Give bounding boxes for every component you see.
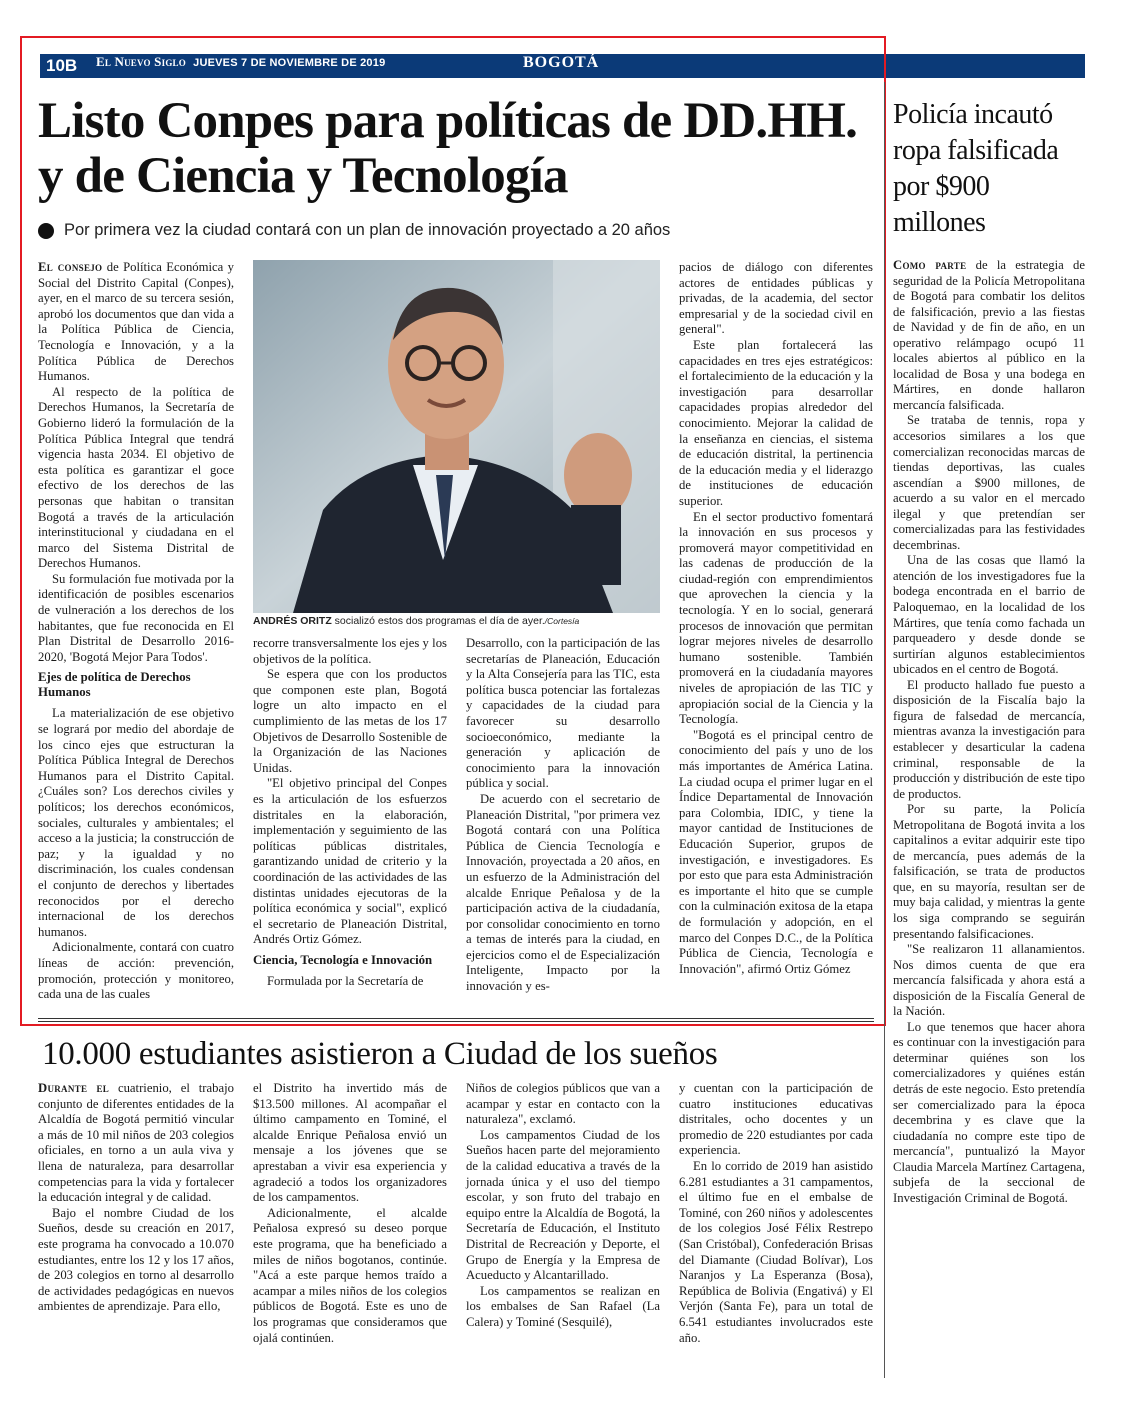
bullet-icon [38, 223, 54, 239]
paragraph: Su formulación fue motivada por la identificación de posibles escenarios de vulneración a los derechos de los habitantes, que fue reconocida en El Plan Distrital de Desarrollo 2016-2020, 'Bogotá Mejor Para Todos'. [38, 571, 234, 664]
photo-caption [253, 615, 663, 627]
second-column-1 [38, 1081, 234, 1315]
paragraph: Adicionalmente, contará con cuatro líneas de acción: prevención, promoción, protección y monitoreo, cada una de las cuales [38, 940, 234, 1002]
page-number: 10B [40, 54, 90, 78]
main-column-4 [679, 260, 873, 977]
second-headline: 10.000 estudiantes asistieron a Ciudad de los sueños [42, 1036, 718, 1072]
paragraph: y cuentan con la participación de cuatro instituciones educativas distritales, ocho docentes y un promedio de 220 estudiantes por cada experiencia. [679, 1081, 873, 1158]
side-headline: Policía incautó ropa falsificada por $900 millones [893, 99, 1059, 238]
masthead: El Nuevo Siglo [96, 54, 186, 69]
caption-text: socializó estos dos programas el día de ayer. [331, 615, 545, 627]
paragraph: Se espera que con los productos que componen este plan, Bogotá logre un alto impacto en el cumplimiento de las metas de los 17 Objetivos de Desarrollo Sostenible de la Organización de las Naciones Unidas. [253, 667, 447, 775]
paragraph: Desarrollo, con la participación de las secretarías de Planeación, Educación y la Alta Consejería para las TIC, esta política busca potenciar las fortalezas y capacidades de la ciudad para favorecer su desarrollo socioeconómico, mediante la generación y aplicación de conocimiento para la innovación pública y social. [466, 636, 660, 791]
second-column-3 [466, 1081, 660, 1331]
main-column-3 [466, 636, 660, 995]
main-column-2 [253, 636, 447, 989]
second-column-4 [679, 1081, 873, 1346]
section-name: BOGOTÁ [523, 54, 600, 71]
section-rule [38, 1018, 874, 1019]
section-rule [38, 1021, 874, 1022]
paragraph: Bajo el nombre Ciudad de los Sueños, desde su creación en 2017, este programa ha convocado a 10.070 estudiantes, entre los 12 y los 17 años, de 203 colegios en torno al desarrollo de actividades pedagógicas en nuevos ambientes de aprendizaje. Para ello, [38, 1205, 234, 1314]
paragraph: Al respecto de la política de Derechos Humanos, la Secretaría de Gobierno lideró la formulación de la Política Pública Integral que tendrá vigencia hasta 2034. El objetivo de esta política es garantizar el goce efectivo de los derechos de las personas que habitan o transitan Bogotá a través de la articulación interinstitucional y ciudadana en el marco del Sistema Distrital de Derechos Humanos. [38, 384, 234, 571]
paragraph: "Se realizaron 11 allanamientos. Nos dimos cuenta de que era mercancía falsificada y ahora está a disposición de la Fiscalía General de la Nación. [893, 942, 1085, 1019]
paragraph: "Bogotá es el principal centro de conocimiento del país y uno de los más importantes de América Latina. La ciudad ocupa el primer lugar en el Índice Departamental de Innovación para Colombia, IDIC, y tiene la mayor cantidad de Instituciones de Educación Superior, grupos de investigación, e investigadores. Es por esto que para esta Administración es importante el hito que se cumple con la culminación exitosa de la etapa de formulación y adopción, en el marco del Conpes D.C., de la Política Pública de Ciencia, Tecnología e Innovación", afirmó Ortiz Gómez [679, 727, 873, 976]
paragraph: Lo que tenemos que hacer ahora es continuar con la investigación para determinar quiénes son los comercializadores y quiénes están detrás de este negocio. Esto pretendía ser comercializado para la época decembrina y es clave que la ciudadanía no compre este tipo de mercancía", puntualizó la Mayor Claudia Marcela Martínez Cartagena, subjefa de la seccional de Investigación Criminal de Bogotá. [893, 1019, 1085, 1205]
paragraph: En el sector productivo fomentará la innovación en sus procesos y promoverá mayor competitividad en las cadenas de producción de la ciudad-región con emprendimientos que aprovechen la ciencia y la tecnología. Y en lo social, generará procesos de innovación que permitan lograr mejores niveles de desarrollo humano sostenible. También promoverá en la ciudadanía mayores niveles de apropiación de las TIC y apropiación social de la Ciencia y la Tecnología. [679, 509, 873, 727]
paragraph: Durante el cuatrienio, el trabajo conjunto de diferentes entidades de la Alcaldía de Bogotá permitió vincular a más de 10 mil niños de 203 colegios oficiales, en torno a un aula viva y llena de naturaleza, para desarrollar competencias para la vida y fortalecer la educación integral y de calidad. [38, 1081, 234, 1205]
column-divider [884, 82, 885, 1378]
paragraph: El producto hallado fue puesto a disposición de la Fiscalía bajo la figura de falsedad de mercancía, mientras avanza la investigación para establecer y desarticular la cadena criminal, responsable de la producción y distribución de este tipo de productos. [893, 677, 1085, 801]
paragraph: Los campamentos Ciudad de los Sueños hacen parte del mejoramiento de la calidad educativa a través de la jornada única y el uso del tiempo escolar, y son fruto del trabajo en equipo entre la Alcaldía de Bogotá, la Secretaría de Educación, el Instituto Distrital de Recreación y Deporte, el Grupo de Energía y la Empresa de Acueducto y Alcantarillado. [466, 1127, 660, 1283]
paragraph: En lo corrido de 2019 han asistido 6.281 estudiantes a 31 campamentos, el último fue en el embalse de Tominé, con 260 niños y adolescentes de los colegios José Félix Restrepo (San Cristóbal), Confederación Brisas del Diamante (Ciudad Bolívar), Los Naranjos y La Esperanza (Bosa), República de Bolivia (Engativá) y El Verjón (Santa Fe), para un total de 6.541 estudiantes involucrados este año. [679, 1158, 873, 1345]
paragraph: Como parte de la estrategia de seguridad de la Policía Metropolitana de Bogotá para combatir los delitos de falsificación, previo a las fiestas de Navidad y de fin de año, en un operativo relámpago ocupó 11 locales abiertos al público en la localidad de Bosa y una bodega en Mártires, en donde hallaron mercancía falsificada. [893, 258, 1085, 412]
main-deck [38, 221, 878, 240]
paragraph: Se trataba de tennis, ropa y accesorios similares a los que comercializan reconocidas marcas de tiendas deportivas, las cuales ascendían a $900 millones, de acuerdo a su valor en el mercado ilegal y que pretendían ser comercializadas para las festividades decembrinas. [893, 413, 1085, 552]
paragraph: Este plan fortalecerá las capacidades en tres ejes estratégicos: el fortalecimiento de la educación y la investigación para desarrollar capacidades propias alrededor del conocimiento. Mejorar la calidad de la enseñanza en ciencias, el sistema de educación distrital, la pertinencia de la educación media y el liderazgo de instituciones de educación superior. [679, 337, 873, 508]
side-article-body [893, 258, 1085, 1206]
paragraph: Una de las cosas que llamó la atención de los investigadores fue la bodega encontrada en el barrio de Paloquemao, en la localidad de los Mártires, que tenía como fachada un parqueadero y desde donde se surtirían algunos establecimientos ubicados en el centro de Bogotá. [893, 553, 1085, 677]
main-column-1 [38, 260, 234, 1003]
paragraph: el Distrito ha invertido más de $13.500 millones. Al acompañar el último campamento en Tominé, el alcalde Enrique Peñalosa envió un mensaje a los jóvenes que se aprestaban a vivir esa experiencia y agradeció a todos los organizadores de los campamentos. [253, 1081, 447, 1205]
subheading: Ciencia, Tecnología e Innovación [253, 952, 433, 967]
paragraph: Los campamentos se realizan en los embalses de San Rafael (La Calera) y Tominé (Sesquilé), [466, 1283, 660, 1329]
article-photo [253, 260, 660, 613]
main-headline: Listo Conpes para políticas de DD.HH. y de Ciencia y Tecnología [38, 93, 858, 204]
paragraph: "El objetivo principal del Conpes es la articulación de los esfuerzos distritales en la elaboración, implementación y seguimiento de las políticas públicas distritales, garantizando unidad de criterio y la coordinación de las actividades de las distintas unidades ejecutoras de la política económica y social", explicó el secretario de Planeación Distrital, Andrés Ortiz Gómez. [253, 776, 447, 947]
second-column-2 [253, 1081, 447, 1346]
paragraph: Niños de colegios públicos que van a acampar y estar en contacto con la naturaleza", exclamó. [466, 1081, 660, 1127]
paragraph: Adicionalmente, el alcalde Peñalosa expresó su deseo porque este programa, que ha beneficiado a miles de niños bogotanos, continúe. "Acá a este parque hemos traído a acampar a miles niños de los colegios públicos de Bogotá. Este es uno de los programas que consideramos que ojalá continúen. [253, 1205, 447, 1345]
main-deck-text: Por primera vez la ciudad contará con un plan de innovación proyectado a 20 años [64, 221, 671, 239]
caption-name: ANDRÉS ORITZ [253, 615, 332, 627]
paragraph: La materialización de ese objetivo se logrará por medio del abordaje de los cinco ejes que estructuran la Política Pública Integral de Derechos Humanos para el Distrito Capital. ¿Cuáles son? Los derechos civiles y políticos; los derechos económicos, sociales, culturales y ambientales; el acceso a la justicia; la construcción de paz; y la igualdad y no discriminación, los cuales condensan el conjunto de derechos y libertades reconocidos por el derecho internacional de los derechos humanos. [38, 706, 234, 939]
portrait-photo-illustration [253, 260, 660, 613]
paragraph: De acuerdo con el secretario de Planeación Distrital, "por primera vez Bogotá contará con una Política Pública de Ciencia Tecnología e Innovación, proyectada a 20 años, en un esfuerzo de la Administración del alcalde Enrique Peñalosa y de la participación activa de la ciudadanía, por consolidar conocimiento en torno a temas de interés para la ciudad, en ejercicios como el de Especialización Inteligente, Impacto por la innovación y es- [466, 791, 660, 994]
paragraph: El consejo de Política Económica y Social del Distrito Capital (Conpes), ayer, en el marco de su tercera sesión, aprobó los documentos que dan vida a la Política Pública de Ciencia, Tecnología e Innovación, y a la Política Pública de Derechos Humanos. [38, 260, 234, 384]
paragraph: recorre transversalmente los ejes y los objetivos de la política. [253, 636, 447, 666]
paragraph: pacios de diálogo con diferentes actores de entidades públicas y privadas, de la academia, del sector empresarial y de la sociedad civil en general". [679, 260, 873, 337]
issue-date: JUEVES 7 DE NOVIEMBRE DE 2019 [193, 57, 386, 69]
subheading: Ejes de política de Derechos Humanos [38, 670, 191, 700]
paragraph: Formulada por la Secretaría de [267, 973, 424, 988]
caption-credit: /Cortesía [544, 616, 580, 626]
paragraph: Por su parte, la Policía Metropolitana de Bogotá invita a los capitalinos a evitar adquirir este tipo de mercancía, pues además de la falsificación, se trata de productos que, en su mayoría, resultan ser de muy baja calidad, y mientras la gente los siga comprando se seguirán presentando falsificaciones. [893, 802, 1085, 941]
